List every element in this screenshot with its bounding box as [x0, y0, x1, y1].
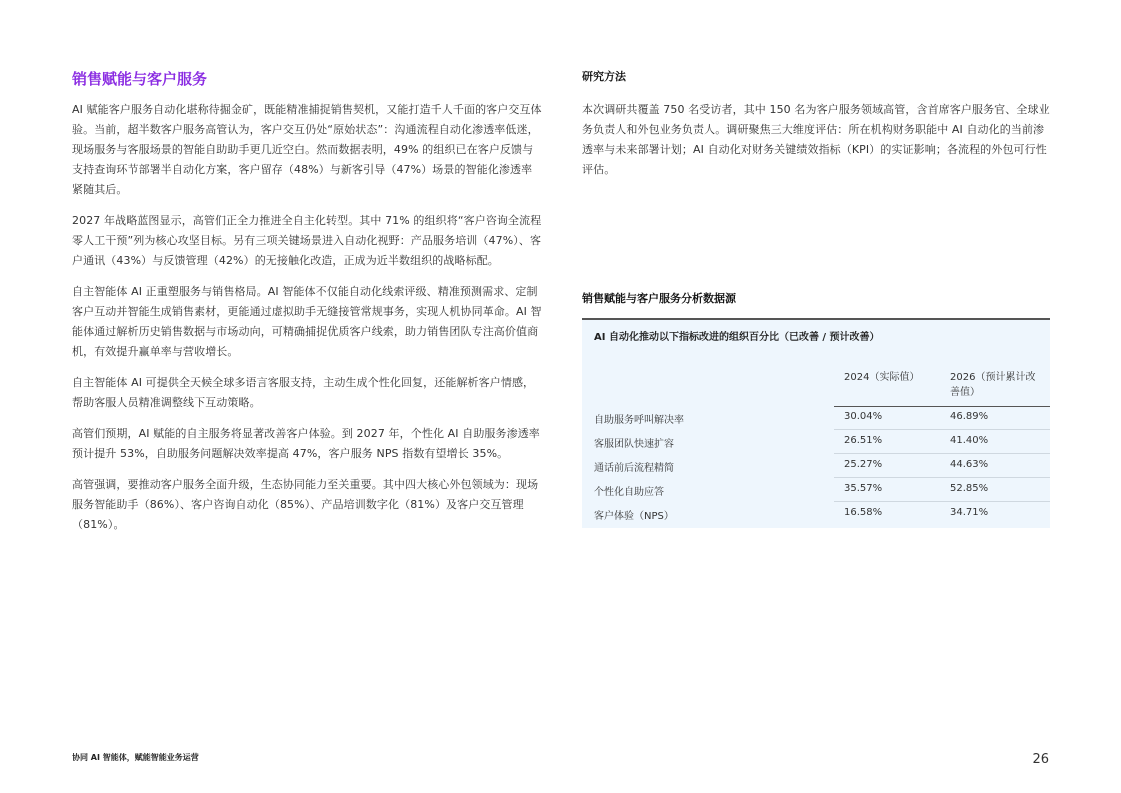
row-label: 通话前后流程精简 — [594, 463, 674, 474]
method-text: 本次调研共覆盖 750 名受访者，其中 150 名为客户服务领域高管，含首席客户服务官、全球业务负责人和外包业务负责人。调研聚焦三大维度评估：所在机构财务职能中 AI 自动化的当前渗透率与未来部署计划；AI 自动化对财务关键绩效指标（KPI）的实证影响；各流程的外包可行性评估。 — [582, 103, 1050, 176]
table-header: AI 自动化推动以下指标改进的组织百分比（已改善 / 预计改善） — [594, 332, 880, 343]
table-row — [594, 502, 1050, 526]
column-header-2024: 2024（实际值） — [844, 372, 920, 383]
table-row — [594, 454, 1050, 478]
value-2024: 25.27% — [844, 459, 883, 470]
section-title: 销售赋能与客户服务 — [72, 70, 208, 88]
left-column — [72, 68, 542, 546]
footer-title: 协同 AI 智能体，赋能智能业务运营 — [72, 753, 199, 762]
body-paragraph-2: 2027 年战略蓝图显示，高管们正全力推进全自主化转型。其中 71% 的组织将“客户咨询全流程零人工干预”列为核心攻坚目标。另有三项关键场景进入自动化视野：产品服务培训（47%）、客户通讯（43%）与反馈管理（42%）的无接触化改造，正成为近半数组织的战略标配。 — [72, 214, 542, 267]
column-header-2026: 2026（预计累计改善值） — [950, 372, 1036, 398]
value-2026: 46.89% — [950, 411, 989, 422]
row-label: 自助服务呼叫解决率 — [594, 415, 684, 426]
value-2026: 41.40% — [950, 435, 989, 446]
row-label: 客户体验（NPS） — [594, 511, 674, 522]
body-paragraph-4: 自主智能体 AI 可提供全天候全球多语言客服支持，主动生成个性化回复，还能解析客户情感，帮助客服人员精准调整线下互动策略。 — [72, 376, 535, 409]
row-label: 个性化自助应答 — [594, 487, 664, 498]
source-heading: 销售赋能与客户服务分析数据源 — [582, 292, 736, 305]
value-2024: 35.57% — [844, 483, 883, 494]
body-paragraph-1: AI 赋能客户服务自动化堪称待掘金矿，既能精准捕捉销售契机，又能打造千人千面的客户交互体验。当前，超半数客户服务高管认为，客户交互仍处“原始状态”：沟通流程自动化渗透率低迷，现场服务与客服场景的智能自助助手更几近空白。然而数据表明，49% 的组织已在客户反馈与支持查询环节部署半自动化方案，客户留存（48%）与新客引导（47%）场景的智能化渗透率紧随其后。 — [72, 103, 542, 196]
body-paragraph-3: 自主智能体 AI 正重塑服务与销售格局。AI 智能体不仅能自动化线索评级、精准预测需求、定制客户互动并智能生成销售素材，更能通过虚拟助手无缝接管常规事务，实现人机协同革命。AI 智能体通过解析历史销售数据与市场动向，可精确捕捉优质客户线索，助力销售团队专注高价值商机，有效提升赢单率与营收增长。 — [72, 285, 542, 358]
page-number: 26 — [1032, 752, 1049, 767]
body-paragraph-6: 高管强调，要推动客户服务全面升级，生态协同能力至关重要。其中四大核心外包领域为：现场服务智能助手（86%）、客户咨询自动化（85%）、产品培训数字化（81%）及客户交互管理（81%）。 — [72, 478, 539, 531]
value-2026: 44.63% — [950, 459, 989, 470]
table-row — [594, 478, 1050, 502]
method-heading: 研究方法 — [582, 70, 626, 83]
table-row — [594, 430, 1050, 454]
row-label: 客服团队快速扩容 — [594, 439, 674, 450]
table-row — [594, 406, 1050, 430]
value-2026: 34.71% — [950, 507, 989, 518]
value-2024: 30.04% — [844, 411, 883, 422]
right-column — [582, 68, 1052, 305]
kpi-table — [582, 318, 1050, 528]
body-paragraph-5: 高管们预期，AI 赋能的自主服务将显著改善客户体验。到 2027 年，个性化 AI 自助服务渗透率预计提升 53%，自助服务问题解决效率提高 47%，客户服务 NPS 指数有望增长 35%。 — [72, 427, 540, 460]
value-2026: 52.85% — [950, 483, 989, 494]
value-2024: 16.58% — [844, 507, 883, 518]
value-2024: 26.51% — [844, 435, 883, 446]
